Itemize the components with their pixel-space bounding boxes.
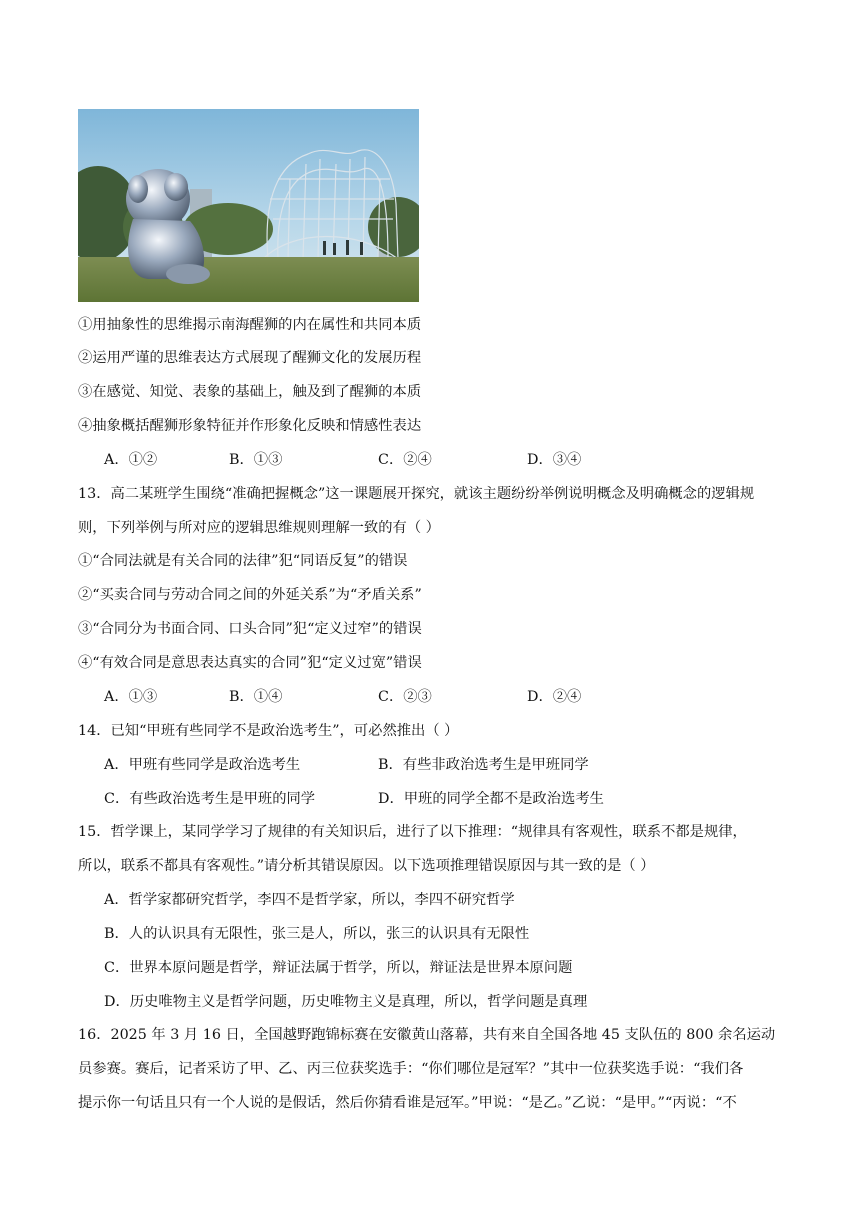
q13-option-b[interactable]: B．①④ — [229, 689, 283, 705]
q12-item-2: ②运用严谨的思维表达方式展现了醒狮文化的发展历程 — [78, 350, 422, 366]
q14-option-a[interactable]: A．甲班有些同学是政治选考生 — [104, 757, 301, 773]
q12-item-4: ④抽象概括醒狮形象特征并作形象化反映和情感性表达 — [78, 418, 422, 434]
q12-item-1: ①用抽象性的思维揭示南海醒狮的内在属性和共同本质 — [78, 317, 422, 333]
q14-option-c[interactable]: C．有些政治选考生是甲班的同学 — [104, 791, 316, 807]
q13-item-3: ③“合同分为书面合同、口头合同”犯“定义过窄”的错误 — [78, 621, 422, 637]
q15-option-b[interactable]: B．人的认识具有无限性，张三是人，所以，张三的认识具有无限性 — [104, 926, 530, 942]
q14-option-d[interactable]: D．甲班的同学全都不是政治选考生 — [378, 791, 604, 807]
q13-option-d[interactable]: D．②④ — [527, 689, 582, 705]
q16-stem-line-1: 16．2025 年 3 月 16 日，全国越野跑锦标赛在安徽黄山落幕，共有来自全国各地 45 支队伍的 800 余名运动 — [78, 1027, 776, 1043]
q13-item-4: ④“有效合同是意思表达真实的合同”犯“定义过宽”错误 — [78, 655, 422, 671]
q15-stem-line-1: 15．哲学课上，某同学学习了规律的有关知识后，进行了以下推理：“规律具有客观性，联系不都是规律， — [78, 824, 747, 840]
q14-option-b[interactable]: B．有些非政治选考生是甲班同学 — [378, 757, 589, 773]
q15-stem-line-2: 所以，联系不都具有客观性。”请分析其错误原因。以下选项推理错误原因与其一致的是（ ） — [78, 858, 655, 874]
q16-stem-line-2: 员参赛。赛后，记者采访了甲、乙、丙三位获奖选手：“你们哪位是冠军？”其中一位获奖选手说：“我们各 — [78, 1061, 744, 1077]
q13-item-1: ①“合同法就是有关合同的法律”犯“同语反复”的错误 — [78, 553, 408, 569]
q15-option-c[interactable]: C．世界本原问题是哲学，辩证法属于哲学，所以，辩证法是世界本原问题 — [104, 960, 573, 976]
q15-option-a[interactable]: A．哲学家都研究哲学，李四不是哲学家，所以，李四不研究哲学 — [104, 892, 515, 908]
q12-option-a[interactable]: A．①② — [104, 452, 158, 468]
sculpture-scene-image — [78, 109, 419, 302]
q12-option-c[interactable]: C．②④ — [378, 452, 432, 468]
q14-stem: 14．已知“甲班有些同学不是政治选考生”，可必然推出（ ） — [78, 723, 459, 739]
q13-stem-line-2: 则，下列举例与所对应的逻辑思维规则理解一致的有（ ） — [78, 520, 440, 536]
q13-option-a[interactable]: A．①③ — [104, 689, 158, 705]
q12-item-3: ③在感觉、知觉、表象的基础上，触及到了醒狮的本质 — [78, 384, 422, 400]
q12-option-b[interactable]: B．①③ — [229, 452, 283, 468]
q15-option-d[interactable]: D．历史唯物主义是哲学问题，历史唯物主义是真理，所以，哲学问题是真理 — [104, 994, 588, 1010]
q12-option-d[interactable]: D．③④ — [527, 452, 582, 468]
q16-stem-line-3: 提示你一句话且只有一个人说的是假话，然后你猜看谁是冠军。”甲说：“是乙。”乙说：“是甲。”“丙说：“不 — [78, 1095, 737, 1111]
q13-item-2: ②“买卖合同与劳动合同之间的外延关系”为“矛盾关系” — [78, 587, 422, 603]
illustration-photo — [78, 109, 419, 302]
q13-stem-line-1: 13．高二某班学生围绕“准确把握概念”这一课题展开探究，就该主题纷纷举例说明概念及明确概念的逻辑规 — [78, 486, 755, 502]
q13-option-c[interactable]: C．②③ — [378, 689, 432, 705]
